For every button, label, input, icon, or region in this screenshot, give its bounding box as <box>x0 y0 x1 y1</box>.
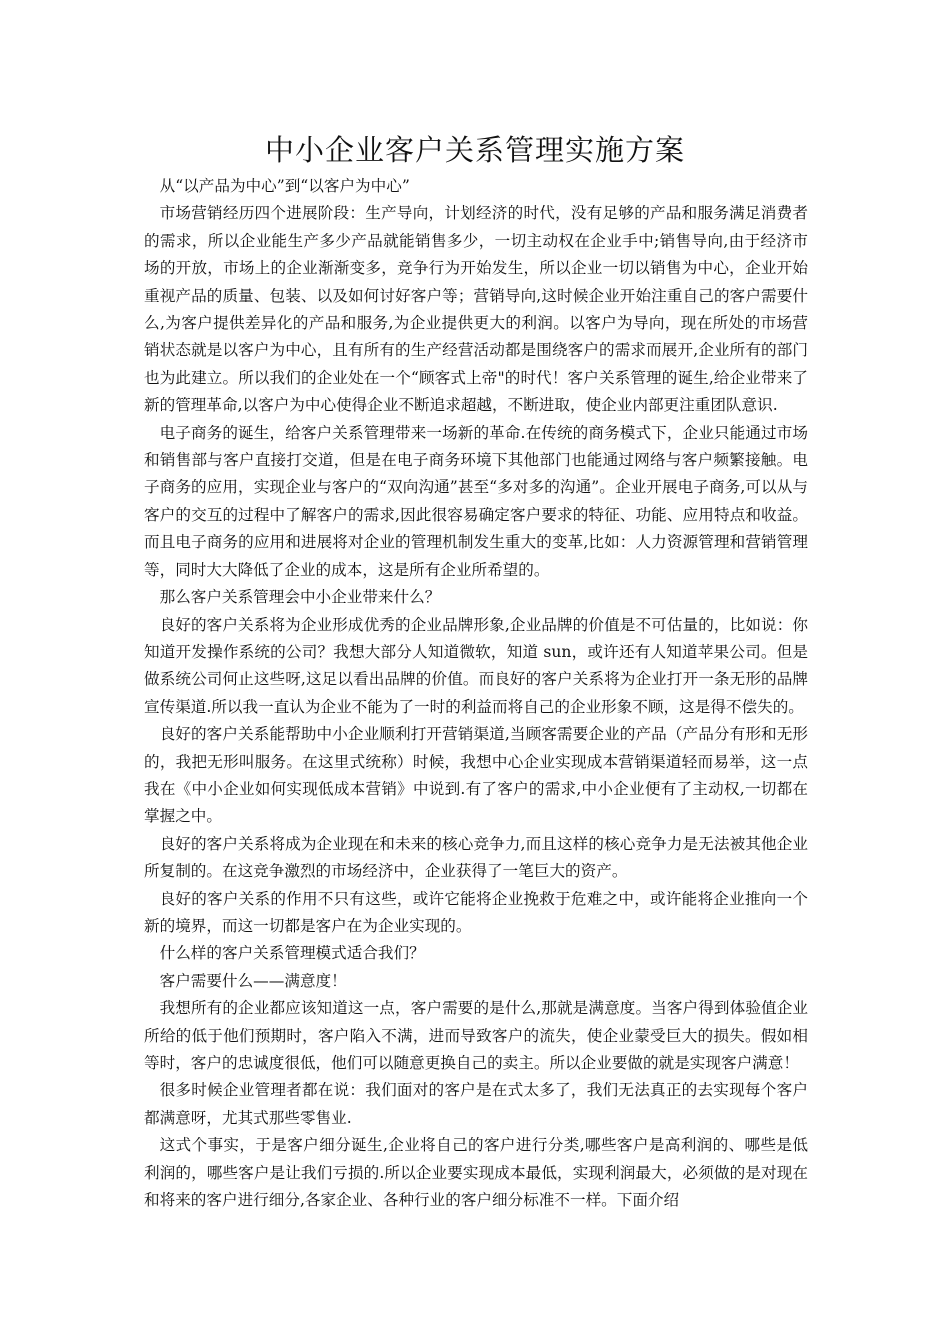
document-title: 中小企业客户关系管理实施方案 <box>264 133 685 167</box>
paragraph: 良好的客户关系将为企业形成优秀的企业品牌形象,企业品牌的价值是不可估量的，比如说：你知道开发操作系统的公司？我想大部分人知道微软，知道 sun，或许还有人知道苹果公司。但是做系统公司何止这些呀,这足以看出品牌的价值。而良好的客户关系将为企业打开一条无形的品牌宣传渠道.所以我一直认为企业不能为了一时的利益而将自己的企业形象不顾，这是得不偿失的。 <box>144 615 808 716</box>
paragraph: 电子商务的诞生，给客户关系管理带来一场新的革命.在传统的商务模式下，企业只能通过市场和销售部与客户直接打交道，但是在电子商务环境下其他部门也能通过网络与客户频繁接触。电子商务的应用，实现企业与客户的“双向沟通”甚至“多对多的沟通”。企业开展电子商务,可以从与客户的交互的过程中了解客户的需求,因此很容易确定客户要求的特征、功能、应用特点和收益。而且电子商务的应用和进展将对企业的管理机制发生重大的变革,比如：人力资源管理和营销管理等，同时大大降低了企业的成本，这是所有企业所希望的。 <box>144 423 808 579</box>
paragraph: 什么样的客户关系管理模式适合我们？ <box>159 944 425 963</box>
paragraph: 市场营销经历四个进展阶段：生产导向，计划经济的时代，没有足够的产品和服务满足消费者的需求，所以企业能生产多少产品就能销售多少，一切主动权在企业手中;销售导向,由于经济市场的开放，市场上的企业渐渐变多，竞争行为开始发生，所以企业一切以销售为中心，企业开始重视产品的质量、包装、以及如何讨好客户等；营销导向,这时候企业开始注重自己的客户需要什么,为客户提供差异化的产品和服务,为企业提供更大的利润。以客户为导向，现在所处的市场营销状态就是以客户为中心，且有所有的生产经营活动都是围绕客户的需求而展开,企业所有的部门也为此建立。所以我们的企业处在一个“顾客式上帝"的时代！客户关系管理的诞生,给企业带来了新的管理革命,以客户为中心使得企业不断追求超越，不断进取，使企业内部更注重团队意识. <box>144 204 808 415</box>
paragraph: 那么客户关系管理会中小企业带来什么？ <box>159 588 441 607</box>
paragraph: 这式个事实，于是客户细分诞生,企业将自己的客户进行分类,哪些客户是高利润的、哪些是低利润的，哪些客户是让我们亏损的.所以企业要实现成本最低，实现利润最大，必须做的是对现在和将来的客户进行细分,各家企业、各种行业的客户细分标准不一样。下面介绍 <box>144 1136 808 1210</box>
paragraph: 我想所有的企业都应该知道这一点，客户需要的是什么,那就是满意度。当客户得到体验值企业所给的低于他们预期时，客户陷入不满，进而导致客户的流失，使企业蒙受巨大的损失。假如相等时，客户的忠诚度很低，他们可以随意更换自己的卖主。所以企业要做的就是实现客户满意！ <box>144 999 808 1072</box>
paragraph: 客户需要什么——满意度！ <box>159 971 347 990</box>
paragraph: 从“以产品为中心”到“以客户为中心” <box>159 177 410 195</box>
paragraph: 很多时候企业管理者都在说：我们面对的客户是在式太多了，我们无法真正的去实现每个客户都满意呀，尤其式那些零售业. <box>144 1081 808 1127</box>
paragraph: 良好的客户关系将成为企业现在和未来的核心竞争力,而且这样的核心竞争力是无法被其他企业所复制的。在这竞争激烈的市场经济中，企业获得了一笔巨大的资产。 <box>144 834 808 881</box>
document-body <box>144 173 808 1214</box>
paragraph: 良好的客户关系能帮助中小企业顺利打开营销渠道,当顾客需要企业的产品（产品分有形和无形的，我把无形叫服务。在这里式统称）时候，我想中心企业实现成本营销渠道轻而易举，这一点我在《中小企业如何实现低成本营销》中说到.有了客户的需求,中小企业便有了主动权,一切都在掌握之中。 <box>144 725 808 826</box>
paragraph: 良好的客户关系的作用不只有这些，或许它能将企业挽救于危难之中，或许能将企业推向一个新的境界，而这一切都是客户在为企业实现的。 <box>144 889 808 935</box>
